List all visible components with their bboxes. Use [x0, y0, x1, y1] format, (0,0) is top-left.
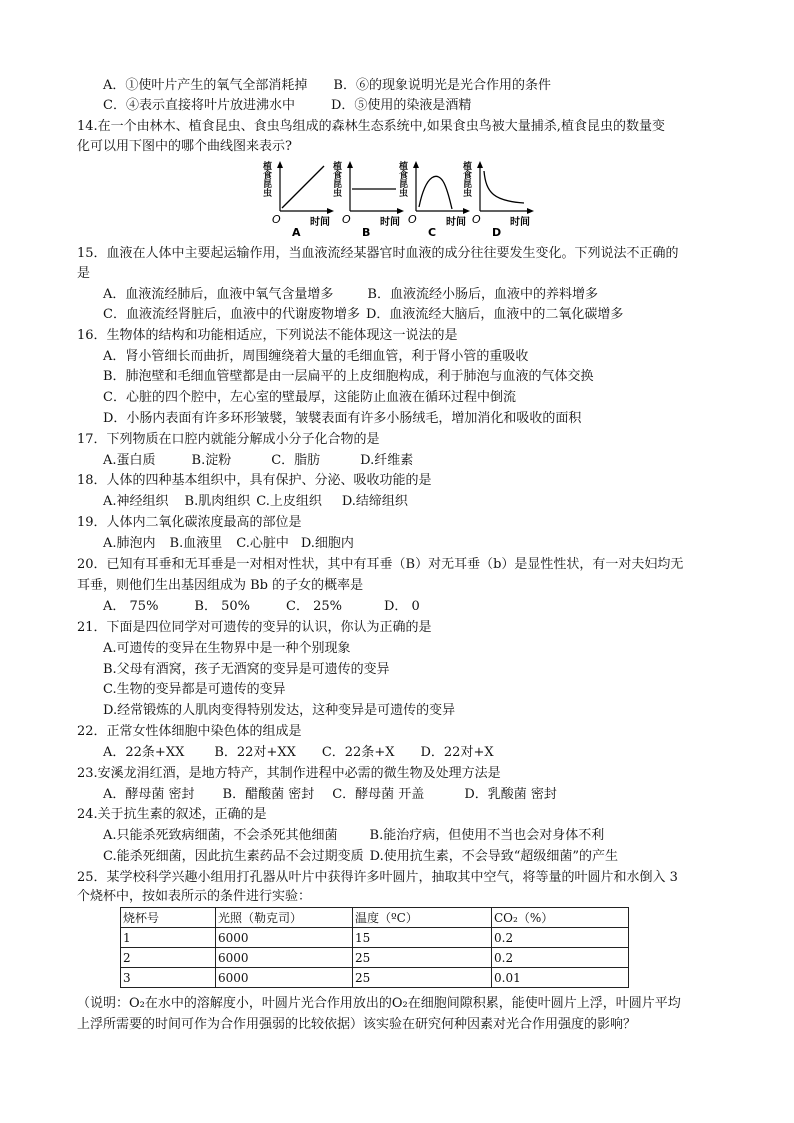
curve-rising-line — [282, 166, 324, 208]
q24-option-b: B.能治疗病，但使用不当也会对身体不利 — [369, 828, 605, 843]
graph-a-letter: A — [292, 226, 301, 239]
q13-option-b: B．⑥的现象说明光是光合作用的条件 — [333, 78, 551, 93]
graph-a-origin: O — [272, 213, 281, 226]
table-cell: 6000 — [216, 948, 353, 968]
graph-b-letter: B — [362, 226, 371, 239]
q13-option-a: A．①使叶片产生的氧气全部消耗掉 — [103, 78, 308, 93]
q20-stem-line-1: 20．已知有耳垂和无耳垂是一对相对性状，其中有耳垂（B）对无耳垂（b）是显性性状，有一对夫妇均无 — [77, 557, 684, 572]
q19-option-a: A.肺泡内 — [103, 536, 156, 551]
q13-option-d: D．⑤使用的染液是酒精 — [330, 98, 472, 113]
table-cell: 6000 — [216, 928, 353, 948]
table-row — [121, 968, 629, 988]
q22-option-d: D．22对+X — [420, 745, 494, 760]
q15-option-b: B．血液流经小肠后，血液中的养料增多 — [367, 287, 598, 302]
table-header-row — [121, 908, 629, 928]
graph-b-origin: O — [342, 213, 351, 226]
q18-option-b: B.肌肉组织 — [184, 494, 251, 509]
graph-d-xlabel: 时间 — [510, 217, 530, 228]
q21-option-a: A.可遗传的变异在生物界中是一种个别现象 — [103, 641, 351, 656]
table-cell: 25 — [353, 968, 492, 988]
q24-option-c: C.能杀死细菌，因此抗生素药品不会过期变质 — [103, 849, 364, 864]
table-row — [121, 928, 629, 948]
curve-decay — [484, 171, 524, 203]
q17-stem: 17．下列物质在口腔内就能分解成小分子化合物的是 — [77, 432, 380, 447]
q20-options — [103, 598, 420, 616]
q23-option-b: B．醋酸菌 密封 — [222, 787, 315, 802]
graph-c-origin: O — [408, 213, 417, 226]
graph-d-letter: D — [492, 226, 502, 239]
q24-option-d: D.使用抗生素，不会导致“超级细菌”的产生 — [369, 849, 619, 864]
graph-b-ylabel-vertical: 植食昆虫 — [333, 162, 343, 199]
q23-stem: 23.安溪龙涓红酒，是地方特产，其制作进程中必需的微生物及处理方法是 — [77, 766, 501, 781]
q15-option-row-2 — [103, 306, 623, 324]
header-cell: 光照（勒克司） — [216, 908, 353, 928]
q18-option-a: A.神经组织 — [103, 494, 169, 509]
q15-option-d: D．血液流经大脑后，血液中的二氧化碳增多 — [365, 307, 624, 322]
q16-option-b: B．肺泡壁和毛细血管壁都是由一层扁平的上皮细胞构成，利于肺泡与血液的气体交换 — [103, 369, 594, 384]
table-cell: 0.01 — [492, 968, 629, 988]
q14-stem-line-1: 14.在一个由林木、植食昆虫、食虫鸟组成的森林生态系统中,如果食虫鸟被大量捕杀,植食昆虫的数量变 — [77, 119, 665, 134]
table-cell: 6000 — [216, 968, 353, 988]
table-cell: 2 — [121, 948, 216, 968]
q24-stem: 24.关于抗生素的叙述，正确的是 — [77, 807, 267, 822]
graph-d-origin: O — [472, 213, 481, 226]
q18-stem: 18．人体的四种基本组织中，具有保护、分泌、吸收功能的是 — [77, 473, 432, 488]
q18-option-c: C.上皮组织 — [256, 494, 322, 509]
q15-option-c: C．血液流经肾脏后，血液中的代谢废物增多 — [103, 307, 360, 322]
q23-option-d: D．乳酸菌 密封 — [464, 787, 557, 802]
q23-options — [103, 786, 557, 804]
q22-stem: 22．正常女性体细胞中染色体的组成是 — [77, 724, 302, 739]
graph-a-xlabel: 时间 — [310, 217, 330, 228]
table-cell: 0.2 — [492, 948, 629, 968]
q15-stem-line-2: 是 — [77, 266, 91, 281]
q22-option-a: A．22条+XX — [103, 745, 185, 760]
graph-b-xlabel: 时间 — [380, 217, 400, 228]
graph-d-ylabel-vertical: 植食昆虫 — [463, 162, 473, 199]
curve-rise-then-fall — [419, 176, 452, 209]
q17-options — [103, 452, 413, 470]
graph-c-letter: C — [428, 226, 437, 239]
graph-c-ylabel-vertical: 植食昆虫 — [399, 162, 409, 199]
q25-stem-line-2: 个烧杯中，按如表所示的条件进行实验： — [77, 889, 312, 904]
q17-option-b: B.淀粉 — [191, 453, 232, 468]
header-cell: CO₂（%） — [492, 908, 629, 928]
q16-option-c: C．心脏的四个腔中，左心室的壁最厚，这能防止血液在循环过程中倒流 — [103, 390, 516, 405]
q22-option-c: C．22条+X — [321, 745, 395, 760]
q25-note-line-2: 上浮所需要的时间可作为合作用强弱的比较依据）该实验在研究何种因素对光合作用强度的影响？ — [77, 1017, 637, 1032]
q19-option-d: D.细胞内 — [300, 536, 354, 551]
q24-option-row-1 — [103, 827, 604, 845]
q16-option-a: A．肾小管细长而曲折，周围缠绕着大量的毛细血管，利于肾小管的重吸收 — [103, 349, 529, 364]
q13-option-row-1 — [103, 77, 551, 95]
q17-option-c: C．脂肪 — [271, 453, 321, 468]
q20-option-c: C． 25% — [286, 599, 342, 614]
q21-option-b: B.父母有酒窝，孩子无酒窝的变异是可遗传的变异 — [103, 662, 390, 677]
q25-stem-line-1: 25．某学校科学兴趣小组用打孔器从叶片中获得许多叶圆片，抽取其中空气，将等量的叶圆片和水倒入 3 — [77, 870, 678, 885]
q19-stem: 19．人体内二氧化碳浓度最高的部位是 — [77, 515, 302, 530]
header-cell: 温度（ºC） — [353, 908, 492, 928]
q18-option-d: D.结缔组织 — [341, 494, 408, 509]
y-axis-arrow — [277, 161, 283, 168]
q24-option-a: A.只能杀死致病细菌，不会杀死其他细菌 — [103, 828, 338, 843]
q23-option-a: A．酵母菌 密封 — [103, 787, 195, 802]
table-cell: 1 — [121, 928, 216, 948]
q15-option-row-1 — [103, 286, 598, 304]
table-cell: 3 — [121, 968, 216, 988]
q21-option-c: C.生物的变异都是可遗传的变异 — [103, 682, 286, 697]
table-cell: 15 — [353, 928, 492, 948]
q22-options — [103, 744, 494, 762]
q16-stem: 16．生物体的结构和功能相适应，下列说法不能体现这一说法的是 — [77, 328, 458, 343]
graph-a-ylabel-vertical: 植食昆虫 — [263, 162, 273, 199]
q24-option-row-2 — [103, 848, 618, 866]
graph-c-xlabel: 时间 — [446, 217, 466, 228]
table-cell: 25 — [353, 948, 492, 968]
q15-option-a: A．血液流经肺后，血液中氧气含量增多 — [103, 287, 334, 302]
q25-note-line-1: （说明：O₂在水中的溶解度小，叶圆片光合作用放出的O₂在细胞间隙积累，能使叶圆片上浮，叶圆片平均 — [77, 996, 681, 1011]
q17-option-d: D.纤维素 — [360, 453, 414, 468]
q15-stem-line-1: 15．血液在人体中主要起运输作用，当血液流经某器官时血液的成分往往要发生变化。下列说法不正确的 — [77, 246, 679, 261]
q18-options — [103, 493, 408, 511]
q20-option-b: B． 50% — [194, 599, 251, 614]
q21-option-d: D.经常锻炼的人肌肉变得特别发达，这种变异是可遗传的变异 — [103, 703, 456, 718]
q13-option-row-2 — [103, 97, 471, 115]
q17-option-a: A.蛋白质 — [103, 453, 156, 468]
q19-option-b: B.血液里 — [169, 536, 223, 551]
q22-option-b: B．22对+XX — [214, 745, 296, 760]
table-cell: 0.2 — [492, 928, 629, 948]
q20-option-a: A． 75% — [103, 599, 159, 614]
header-cell: 烧杯号 — [121, 908, 216, 928]
table-row — [121, 948, 629, 968]
q13-option-c: C．④表示直接将叶片放进沸水中 — [103, 98, 295, 113]
q14-stem-line-2: 化可以用下图中的哪个曲线图来表示? — [77, 139, 292, 154]
q19-option-c: C.心脏中 — [236, 536, 289, 551]
q23-option-c: C．酵母菌 开盖 — [332, 787, 425, 802]
q19-options — [103, 535, 354, 553]
q16-option-d: D．小肠内表面有许多环形皱襞，皱襞表面有许多小肠绒毛，增加消化和吸收的面积 — [103, 411, 582, 426]
q20-stem-line-2: 耳垂，则他们生出基因组成为 Bb 的子女的概率是 — [77, 578, 364, 593]
q20-option-d: D． 0 — [384, 599, 420, 614]
q21-stem: 21．下面是四位同学对可遗传的变异的认识，你认为正确的是 — [77, 620, 432, 635]
q25-experiment-table — [120, 907, 629, 988]
